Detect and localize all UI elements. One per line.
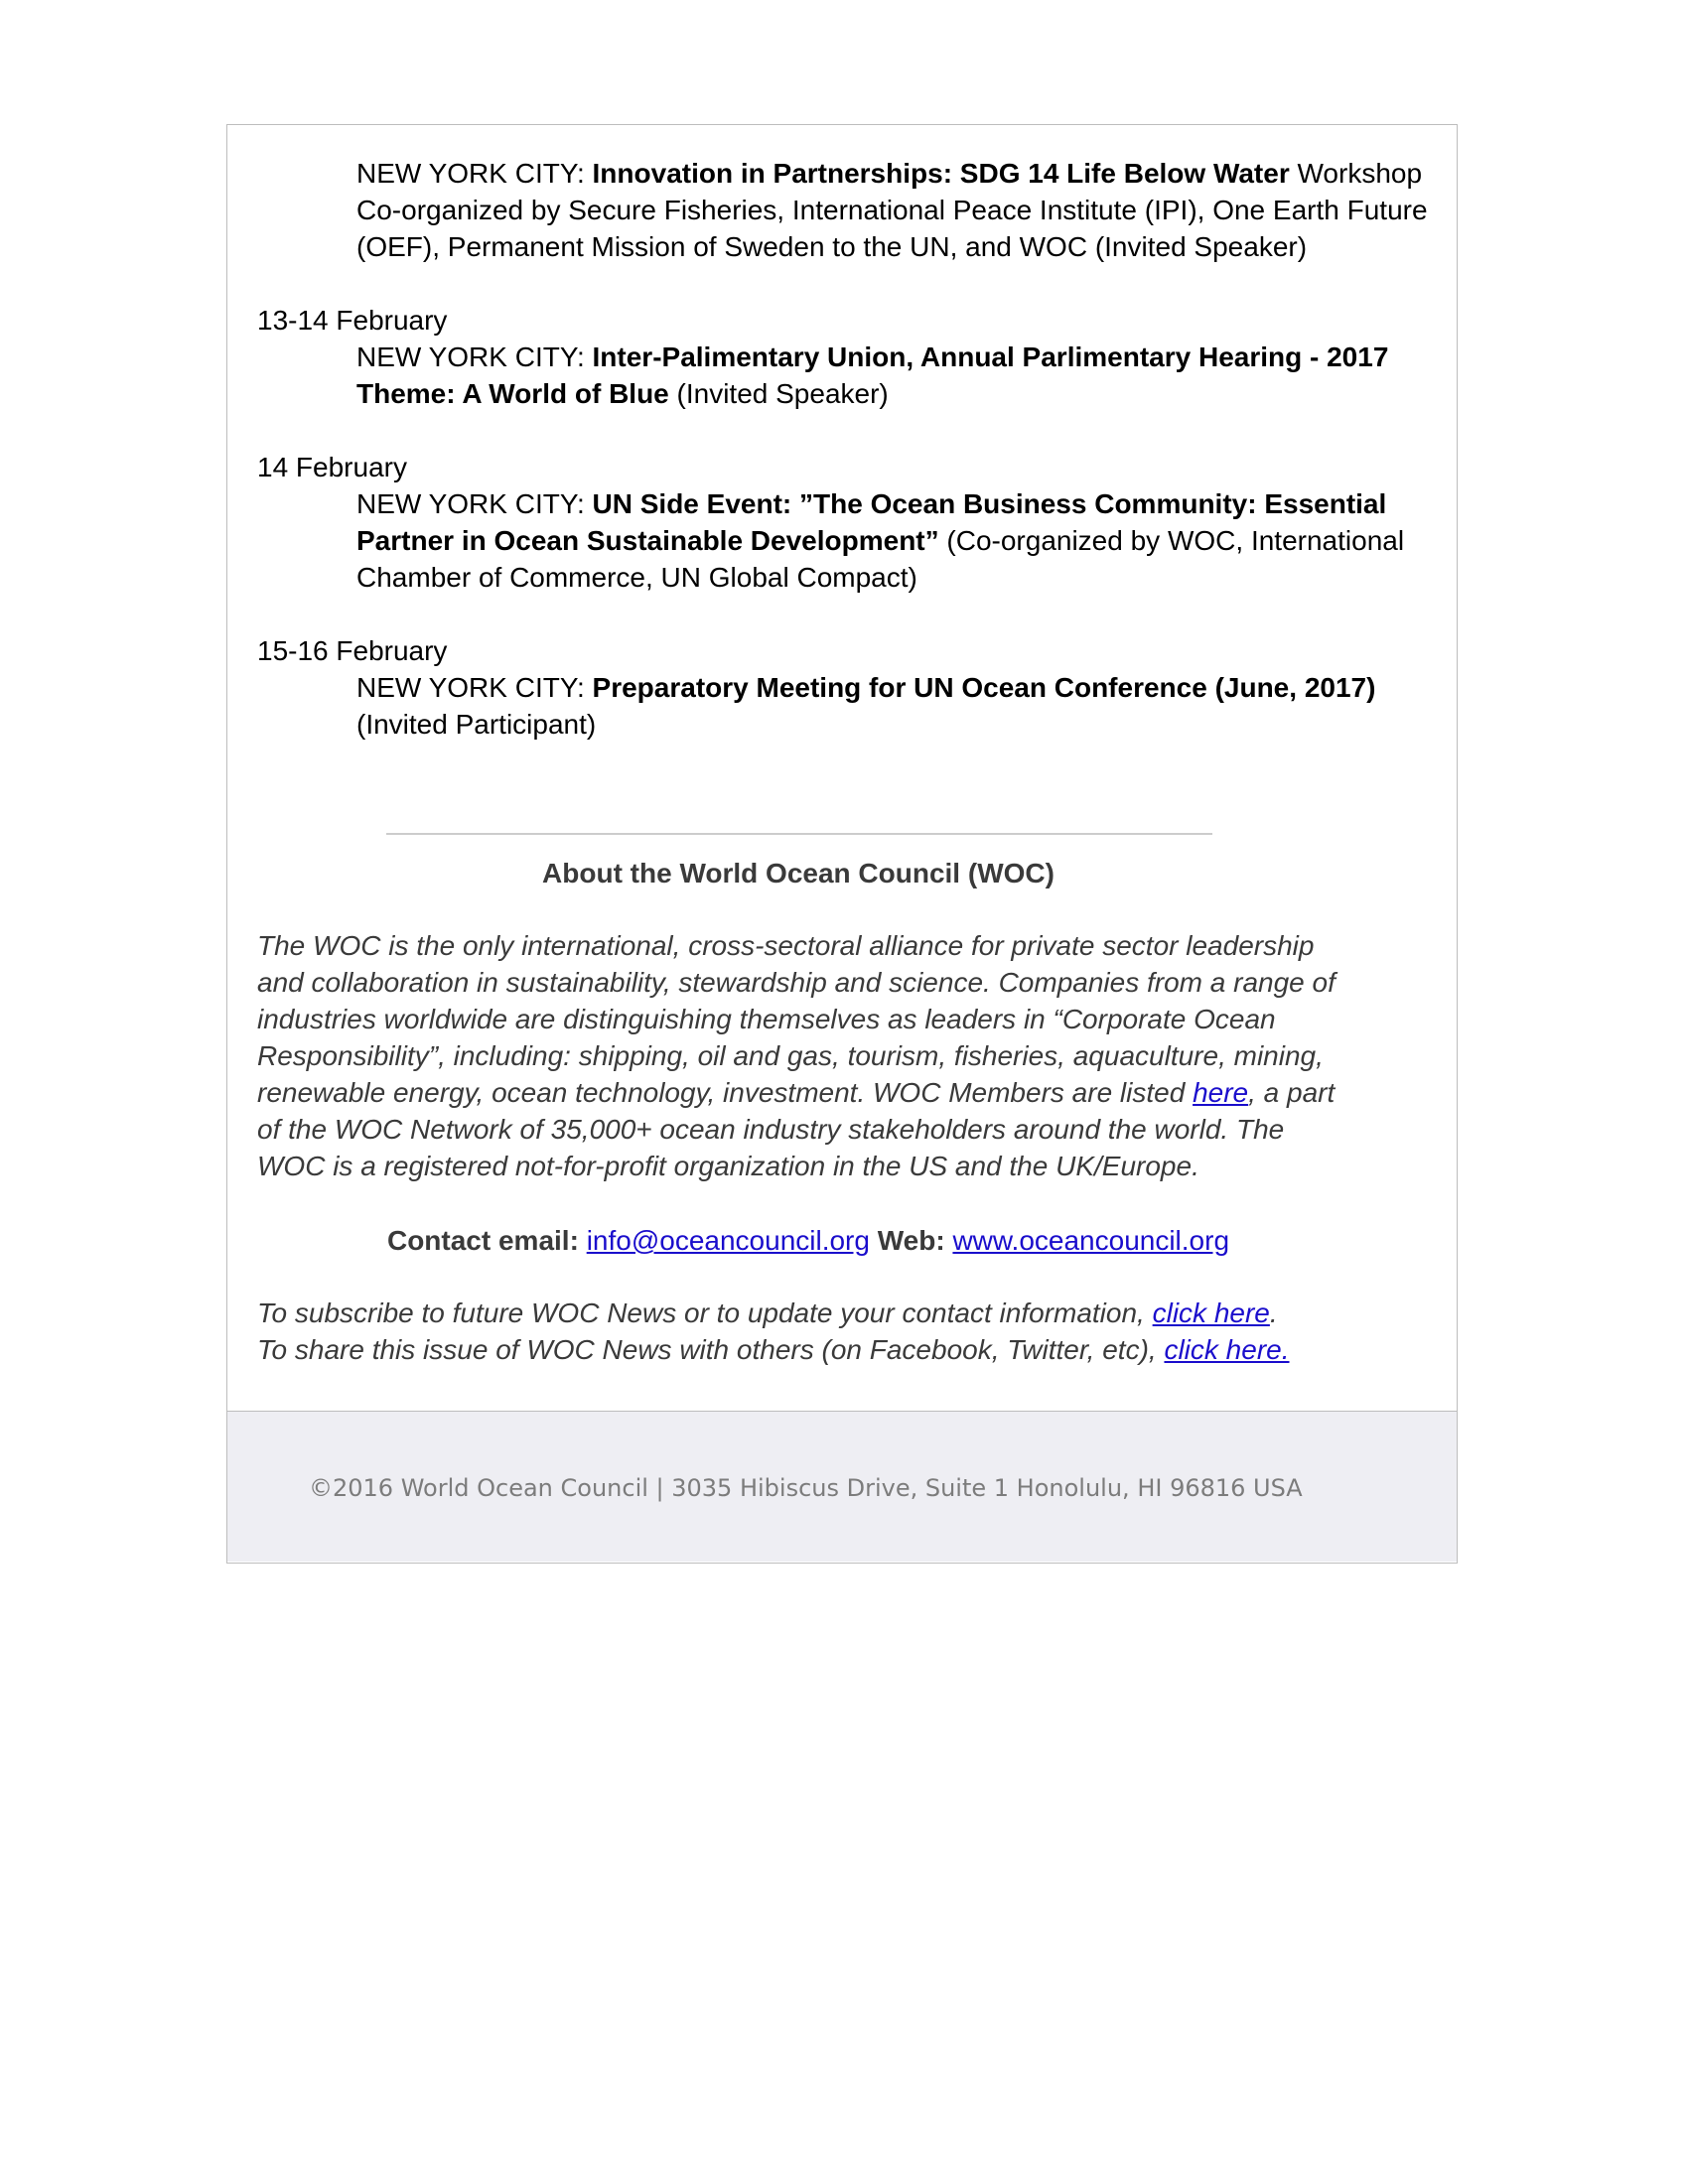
share-text: To share this issue of WOC News with others (on Facebook, Twitter, etc), (257, 1334, 1165, 1365)
about-paragraph (257, 927, 1359, 1184)
subscribe-block (257, 1295, 1439, 1368)
about-text-end: , a part of the WOC Network of 35,000+ ocean industry stakeholders around the world. The WOC is a registered not-for-profit organization in the US and the UK/Europe. (257, 1077, 1336, 1181)
footer-address: ©2016 World Ocean Council | 3035 Hibiscus Drive, Suite 1 Honolulu, HI 96816 USA (309, 1474, 1303, 1502)
event-title: Innovation in Partnerships: SDG 14 Life Below Water (592, 158, 1290, 189)
web-label: Web: (877, 1225, 945, 1256)
section-divider (386, 833, 1212, 835)
event-detail: (Invited Participant) (356, 709, 597, 740)
event-date: 13-14 February (257, 305, 448, 336)
about-heading: About the World Ocean Council (WOC) (542, 858, 1055, 888)
event-city: NEW YORK CITY: (356, 488, 585, 519)
event-detail: (Co-organized by WOC, International Chamber of Commerce, UN Global Compact) (356, 525, 1405, 593)
event-date: 15-16 February (257, 635, 448, 666)
subscribe-period: . (1269, 1297, 1278, 1328)
web-link[interactable]: www.oceancouncil.org (952, 1225, 1230, 1256)
event-city: NEW YORK CITY: (356, 672, 585, 703)
event-city: NEW YORK CITY: (356, 158, 585, 189)
contact-email-link[interactable]: info@oceancouncil.org (586, 1225, 870, 1256)
event-body (257, 485, 1439, 596)
subscribe-link[interactable]: click here (1152, 1297, 1270, 1328)
share-line (257, 1331, 1439, 1368)
event-list (257, 155, 1439, 743)
share-link[interactable]: click here. (1164, 1334, 1290, 1365)
newsletter-card (226, 124, 1458, 1564)
event-item (257, 302, 1439, 412)
subscribe-text: To subscribe to future WOC News or to update your contact information, (257, 1297, 1153, 1328)
event-detail: Workshop Co-organized by Secure Fisheries, International Peace Institute (IPI), One Earth Future (OEF), Permanent Mission of Sweden to the UN, and WOC (Invited Speaker) (356, 158, 1428, 262)
event-body (257, 669, 1439, 743)
event-city: NEW YORK CITY: (356, 341, 585, 372)
event-item (257, 632, 1439, 743)
event-item (257, 449, 1439, 596)
newsletter-content (257, 155, 1439, 1365)
event-title: Inter-Palimentary Union, Annual Parlimentary Hearing - 2017 Theme: A World of Blue (356, 341, 1389, 409)
event-item (257, 155, 1439, 265)
about-text-start: The WOC is the only international, cross-sectoral alliance for private sector leadership and collaboration in sustainability, stewardship and science. Companies from a range of industries worldwide are distinguishing themselves as leaders in “Corporate Ocean Responsibility”, including: shipping, oil and gas, tourism, fisheries, aquaculture, mining, renewable energy, ocean technology, investment. WOC Members are listed (257, 930, 1336, 1108)
event-body (257, 339, 1439, 412)
contact-line (257, 1222, 1359, 1259)
subscribe-line (257, 1295, 1439, 1331)
event-date: 14 February (257, 452, 407, 482)
event-title: UN Side Event: ”The Ocean Business Community: Essential Partner in Ocean Sustainable Development” (356, 488, 1387, 556)
event-body (257, 155, 1439, 265)
event-title: Preparatory Meeting for UN Ocean Conference (June, 2017) (592, 672, 1376, 703)
members-link[interactable]: here (1193, 1077, 1249, 1108)
footer (227, 1411, 1457, 1562)
contact-email-label: Contact email: (386, 1225, 579, 1256)
event-detail: (Invited Speaker) (676, 378, 889, 409)
